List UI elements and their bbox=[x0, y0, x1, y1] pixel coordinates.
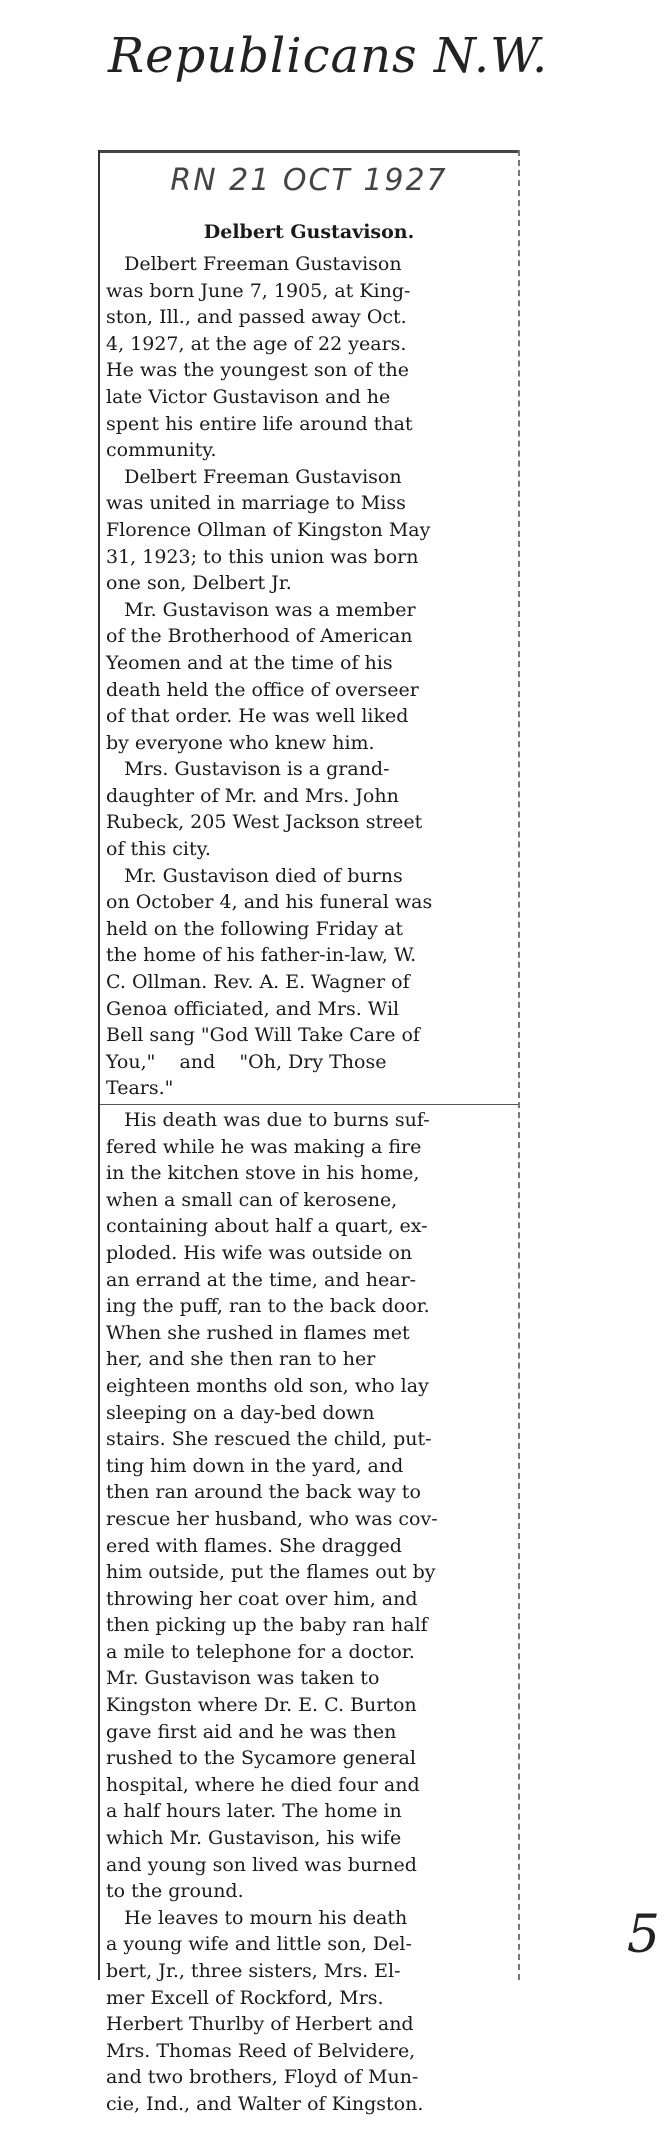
obituary-line: Kingston where Dr. E. C. Burton bbox=[106, 1694, 417, 1717]
obituary-line: containing about half a quart, ex- bbox=[106, 1215, 428, 1238]
obituary-line: one son, Delbert Jr. bbox=[106, 572, 292, 595]
obituary-line: her, and she then ran to her bbox=[106, 1348, 376, 1371]
obituary-line: was born June 7, 1905, at King- bbox=[106, 279, 411, 302]
date-stamp: RN 21 OCT 1927 bbox=[100, 150, 518, 221]
obituary-line: which Mr. Gustavison, his wife bbox=[106, 1827, 402, 1850]
obituary-line: ploded. His wife was outside on bbox=[106, 1241, 413, 1264]
obituary-line: When she rushed in flames met bbox=[106, 1321, 410, 1344]
handwritten-page-number: 5 bbox=[626, 1905, 660, 1965]
obituary-line: spent his entire life around that bbox=[106, 412, 413, 435]
obituary-line: ston, Ill., and passed away Oct. bbox=[106, 306, 407, 329]
obituary-line: Delbert Freeman Gustavison bbox=[106, 253, 402, 275]
obituary-line: Mrs. Gustavison is a grand- bbox=[106, 758, 390, 781]
obituary-line: He leaves to mourn his death bbox=[106, 1906, 408, 1929]
obituary-line: a young wife and little son, Del- bbox=[106, 1933, 412, 1956]
obituary-line: 31, 1923; to this union was born bbox=[106, 545, 419, 568]
obituary-line: sleeping on a day-bed down bbox=[106, 1401, 375, 1424]
obituary-line: fered while he was making a fire bbox=[106, 1135, 422, 1158]
obituary-line: by everyone who knew him. bbox=[106, 731, 375, 754]
obituary-line: of that order. He was well liked bbox=[106, 705, 409, 728]
obituary-line: Genoa officiated, and Mrs. Wil bbox=[106, 997, 400, 1020]
obituary-line: Mrs. Thomas Reed of Belvidere, bbox=[106, 2039, 416, 2062]
obituary-line: community. bbox=[106, 439, 217, 462]
obituary-line: late Victor Gustavison and he bbox=[106, 385, 391, 408]
obituary-line: stairs. She rescued the child, put- bbox=[106, 1428, 432, 1451]
obituary-line: mer Excell of Rockford, Mrs. bbox=[106, 1986, 384, 2009]
newspaper-clipping bbox=[98, 150, 520, 2115]
obituary-line: was united in marriage to Miss bbox=[106, 492, 406, 515]
handwritten-header-note: Republicans N.W. bbox=[108, 28, 549, 84]
obituary-line: Florence Ollman of Kingston May bbox=[106, 518, 431, 541]
obituary-line: a half hours later. The home in bbox=[106, 1800, 402, 1823]
obituary-line: bert, Jr., three sisters, Mrs. El- bbox=[106, 1960, 401, 1982]
obituary-headline: Delbert Gustavison. bbox=[203, 221, 415, 243]
section-divider bbox=[100, 1104, 518, 1105]
obituary-line: Yeomen and at the time of his bbox=[106, 651, 393, 674]
obituary-line: hospital, where he died four and bbox=[106, 1773, 420, 1796]
obituary-line: Bell sang "God Will Take Care of bbox=[106, 1024, 420, 1047]
obituary-line: then ran around the back way to bbox=[106, 1481, 421, 1504]
obituary-line: eighteen months old son, who lay bbox=[106, 1374, 429, 1397]
obituary-line: Mr. Gustavison died of burns bbox=[106, 864, 403, 887]
obituary-line: His death was due to burns suf- bbox=[106, 1109, 430, 1131]
obituary-line: cie, Ind., and Walter of Kingston. bbox=[106, 2092, 424, 2115]
obituary-line: Rubeck, 205 West Jackson street bbox=[106, 811, 423, 834]
obituary-line: on October 4, and his funeral was bbox=[106, 891, 433, 914]
obituary-line: 4, 1927, at the age of 22 years. bbox=[106, 332, 407, 355]
obituary-line: He was the youngest son of the bbox=[106, 359, 409, 382]
obituary-line: and young son lived was burned bbox=[106, 1853, 417, 1876]
obituary-line: ing the puff, ran to the back door. bbox=[106, 1295, 430, 1318]
obituary-line: Mr. Gustavison was taken to bbox=[106, 1667, 380, 1690]
obituary-line: C. Ollman. Rev. A. E. Wagner of bbox=[106, 971, 410, 994]
obituary-line: You," and "Oh, Dry Those bbox=[106, 1050, 387, 1073]
obituary-line: in the kitchen stove in his home, bbox=[106, 1162, 420, 1185]
obituary-line: gave first aid and he was then bbox=[106, 1720, 397, 1743]
obituary-line: Herbert Thurlby of Herbert and bbox=[106, 2013, 414, 2036]
obituary-body bbox=[100, 251, 518, 2118]
obituary-line: when a small can of kerosene, bbox=[106, 1188, 398, 1211]
obituary-line: Tears." bbox=[106, 1077, 174, 1100]
obituary-line: ered with flames. She dragged bbox=[106, 1534, 402, 1557]
obituary-line: death held the office of overseer bbox=[106, 678, 419, 701]
obituary-line: Mr. Gustavison was a member bbox=[106, 598, 416, 621]
obituary-line: of the Brotherhood of American bbox=[106, 625, 413, 648]
obituary-line: ting him down in the yard, and bbox=[106, 1454, 404, 1477]
obituary-line: held on the following Friday at bbox=[106, 917, 404, 940]
obituary-line: the home of his father-in-law, W. bbox=[106, 944, 417, 967]
obituary-line: daughter of Mr. and Mrs. John bbox=[106, 784, 399, 807]
obituary-line: Delbert Freeman Gustavison bbox=[106, 465, 402, 488]
obituary-line: and two brothers, Floyd of Mun- bbox=[106, 2066, 419, 2089]
obituary-line: rescue her husband, who was cov- bbox=[106, 1507, 438, 1530]
obituary-line: throwing her coat over him, and bbox=[106, 1587, 418, 1610]
obituary-line: then picking up the baby ran half bbox=[106, 1614, 428, 1637]
obituary-line: a mile to telephone for a doctor. bbox=[106, 1640, 415, 1663]
obituary-line: of this city. bbox=[106, 838, 211, 861]
obituary-line: to the ground. bbox=[106, 1880, 244, 1903]
obituary-line: rushed to the Sycamore general bbox=[106, 1747, 416, 1770]
obituary-line: an errand at the time, and hear- bbox=[106, 1268, 417, 1291]
obituary-line: him outside, put the flames out by bbox=[106, 1561, 436, 1584]
